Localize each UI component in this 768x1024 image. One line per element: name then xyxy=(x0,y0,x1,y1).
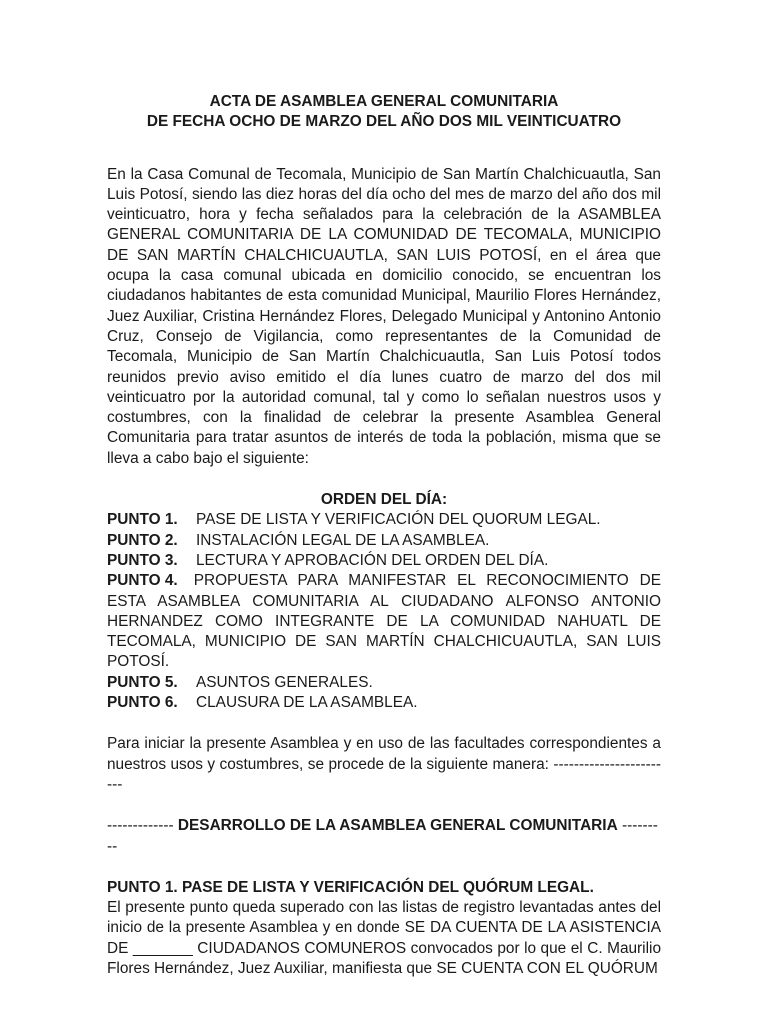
agenda-title: ORDEN DEL DÍA: xyxy=(320,491,448,509)
section-1-paragraph: El presente punto queda superado con las listas de registro levantadas antes del inicio de la presente Asamblea y en donde SE DA CUENTA DE LA ASISTENCIA DE _______ CIUDADANOS COMUNEROS convocados por lo que el C. Maurilio Flores Hernández, Juez Auxiliar, manifiesta que SE CUENTA CON EL QUÓRUM xyxy=(107,899,661,977)
procedure-paragraph: Para iniciar la presente Asamblea y en uso de las facultades correspondientes a nuestros usos y costumbres, se procede de la siguiente manera: ------------------------ xyxy=(107,735,661,793)
development-title: DESARROLLO DE LA ASAMBLEA GENERAL COMUNITARIA xyxy=(177,817,618,835)
agenda-item-5 xyxy=(107,673,661,693)
agenda-item-text: PROPUESTA PARA MANIFESTAR EL RECONOCIMIENTO DE ESTA ASAMBLEA COMUNITARIA AL CIUDADANO ALFONSO ANTONIO HERNANDEZ COMO INTEGRANTE DE LA COMUNIDAD NAHUATL DE TECOMALA, MUNICIPIO DE SAN MARTÍN CHALCHICUAUTLA, SAN LUIS POTOSÍ. xyxy=(107,572,661,671)
agenda-item-6 xyxy=(107,693,661,713)
title-line-1: ACTA DE ASAMBLEA GENERAL COMUNITARIA xyxy=(209,93,559,110)
dashes-left: ------------- xyxy=(107,817,174,835)
agenda-item-4 xyxy=(107,571,661,672)
agenda-item-3 xyxy=(107,551,661,571)
agenda-item-label: PUNTO 5. xyxy=(107,673,178,691)
agenda-item-text: ASUNTOS GENERALES. xyxy=(196,673,373,691)
agenda-item-text: INSTALACIÓN LEGAL DE LA ASAMBLEA. xyxy=(196,531,490,549)
agenda-item-label: PUNTO 4. xyxy=(107,572,178,590)
agenda-item-2 xyxy=(107,531,661,551)
development-heading xyxy=(107,816,661,857)
agenda-list xyxy=(107,510,661,713)
agenda-item-text: LECTURA Y APROBACIÓN DEL ORDEN DEL DÍA. xyxy=(196,551,549,569)
agenda-item-label: PUNTO 1. xyxy=(107,511,178,529)
agenda-item-label: PUNTO 6. xyxy=(107,694,178,712)
agenda-item-label: PUNTO 3. xyxy=(107,551,178,569)
agenda-item-text: PASE DE LISTA Y VERIFICACIÓN DEL QUORUM LEGAL. xyxy=(196,511,601,529)
agenda-item-1 xyxy=(107,510,661,530)
agenda-item-text: CLAUSURA DE LA ASAMBLEA. xyxy=(196,694,418,712)
intro-paragraph: En la Casa Comunal de Tecomala, Municipio de San Martín Chalchicuautla, San Luis Potosí, siendo las diez horas del día ocho del mes de marzo del año dos mil veinticuatro, hora y fecha señalados para la celebración de la ASAMBLEA GENERAL COMUNITARIA DE LA COMUNIDAD DE TECOMALA, MUNICIPIO DE SAN MARTÍN CHALCHICUAUTLA, SAN LUIS POTOSÍ, en el área que ocupa la casa comunal ubicada en domicilio conocido, se encuentran los ciudadanos habitantes de esta comunidad Municipal, Maurilio Flores Hernández, Juez Auxiliar, Cristina Hernández Flores, Delegado Municipal y Antonino Antonio Cruz, Consejo de Vigilancia, como representantes de la Comunidad de Tecomala, Municipio de San Martín Chalchicuautla, San Luis Potosí todos reunidos previo aviso emitido el día lunes cuatro de marzo del dos mil veinticuatro por la autoridad comunal, tal y como lo señalan nuestros usos y costumbres, con la finalidad de celebrar la presente Asamblea General Comunitaria para tratar asuntos de interés de toda la población, misma que se lleva a cabo bajo el siguiente: xyxy=(107,165,661,467)
title-line-2: DE FECHA OCHO DE MARZO DEL AÑO DOS MIL VEINTICUATRO xyxy=(146,113,622,131)
document-title xyxy=(107,92,661,133)
section-1-heading: PUNTO 1. PASE DE LISTA Y VERIFICACIÓN DEL QUÓRUM LEGAL. xyxy=(107,878,594,896)
agenda-item-label: PUNTO 2. xyxy=(107,531,178,549)
dashes-right: --------- xyxy=(107,817,658,855)
